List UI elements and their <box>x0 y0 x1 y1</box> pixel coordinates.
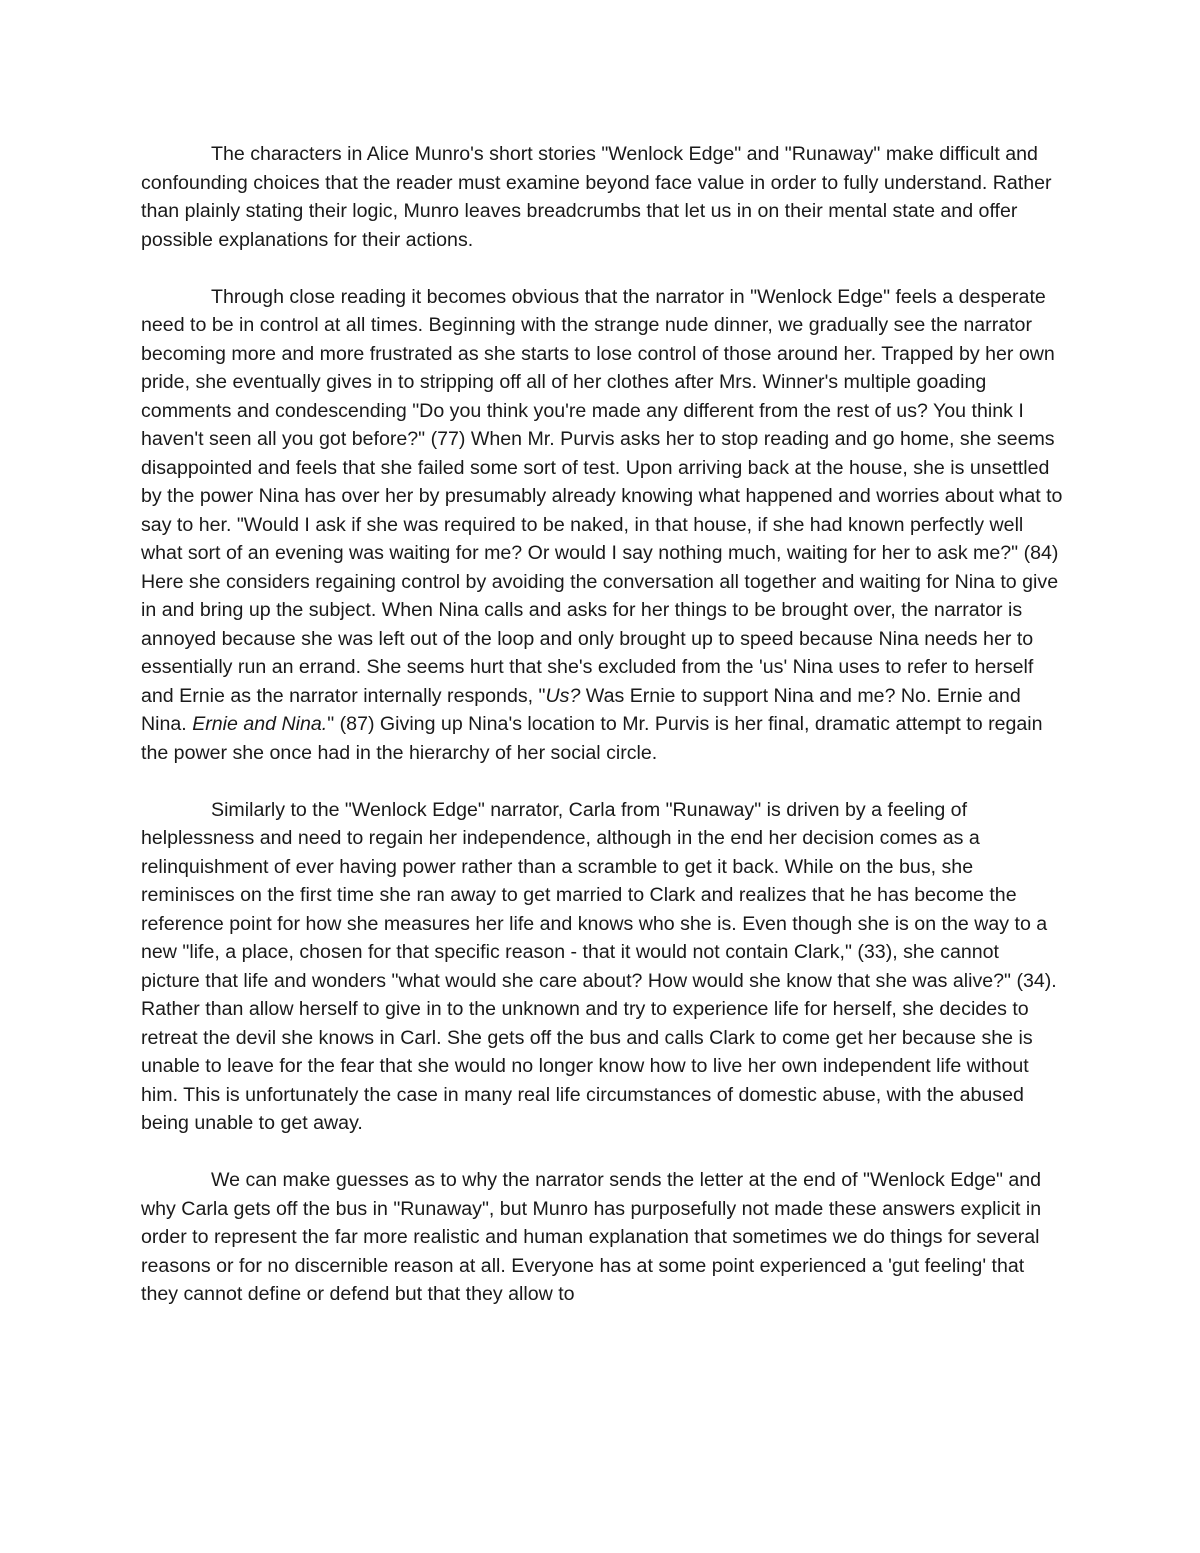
paragraph-conclusion <box>141 1166 1063 1309</box>
text-segment: The characters in Alice Munro's short stories "Wenlock Edge" and "Runaway" make difficult and confounding choices that the reader must examine beyond face value in order to fully understand. Rather than plainly stating their logic, Munro leaves breadcrumbs that let us in on their mental state and offer possible explanations for their actions. <box>141 143 1052 251</box>
paragraph-runaway <box>141 796 1063 1138</box>
text-segment: Was Ernie to support Nina and me? No. Ernie and Nina. <box>141 684 1021 735</box>
paragraph-intro <box>141 140 1063 254</box>
italic-text-segment: Us? <box>545 684 581 707</box>
document-body <box>141 140 1063 1309</box>
text-segment: Through close reading it becomes obvious that the narrator in "Wenlock Edge" feels a desperate need to be in control at all times. Beginning with the strange nude dinner, we gradually see the narrator becoming more and more frustrated as she starts to lose control of those around her. Trapped by her own pride, she eventually gives in to stripping off all of her clothes after Mrs. Winner's multiple goading comments and condescending "Do you think you're made any different from the rest of us? You think I haven't seen all you got before?" (77) When Mr. Purvis asks her to stop reading and go home, she seems disappointed and feels that she failed some sort of test. Upon arriving back at the house, she is unsettled by the power Nina has over her by presumably already knowing what happened and worries about what to say to her. "Would I ask if she was required to be naked, in that house, if she had known perfectly well what sort of an evening was waiting for me? Or would I say nothing much, waiting for her to ask me?" (84) Here she considers regaining control by avoiding the conversation all together and waiting for Nina to give in and bring up the subject. When Nina calls and asks for her things to be brought over, the narrator is annoyed because she was left out of the loop and only brought up to speed because Nina needs her to essentially run an errand. She seems hurt that she's excluded from the 'us' Nina uses to refer to herself and Ernie as the narrator internally responds, " <box>141 285 1063 707</box>
paragraph-wenlock-edge <box>141 283 1063 768</box>
text-segment: We can make guesses as to why the narrator sends the letter at the end of "Wenlock Edge" and why Carla gets off the bus in "Runaway", but Munro has purposefully not made these answers explicit in order to represent the far more realistic and human explanation that sometimes we do things for several reasons or for no discernible reason at all. Everyone has at some point experienced a 'gut feeling' that they cannot define or defend but that they allow to <box>141 1169 1042 1305</box>
italic-text-segment: Ernie and Nina. <box>192 713 328 735</box>
text-segment: Similarly to the "Wenlock Edge" narrator, Carla from "Runaway" is driven by a feeling of helplessness and need to regain her independence, although in the end her decision comes as a relinquishment of ever having power rather than a scramble to get it back. While on the bus, she reminisces on the first time she ran away to get married to Clark and realizes that he has become the reference point for how she measures her life and knows who she is. Even though she is on the way to a new "life, a place, chosen for that specific reason - that it would not contain Clark," (33), she cannot picture that life and wonders "what would she care about? How would she know that she was alive?" (34). Rather than allow herself to give in to the unknown and try to experience life for herself, she decides to retreat the devil she knows in Carl. She gets off the bus and calls Clark to come get her because she is unable to leave for the fear that she would no longer know how to live her own independent life without him. This is unfortunately the case in many real life circumstances of domestic abuse, with the abused being unable to get away. <box>141 798 1057 1134</box>
text-segment: " (87) Giving up Nina's location to Mr. Purvis is her final, dramatic attempt to regain the power she once had in the hierarchy of her social circle. <box>141 713 1043 764</box>
